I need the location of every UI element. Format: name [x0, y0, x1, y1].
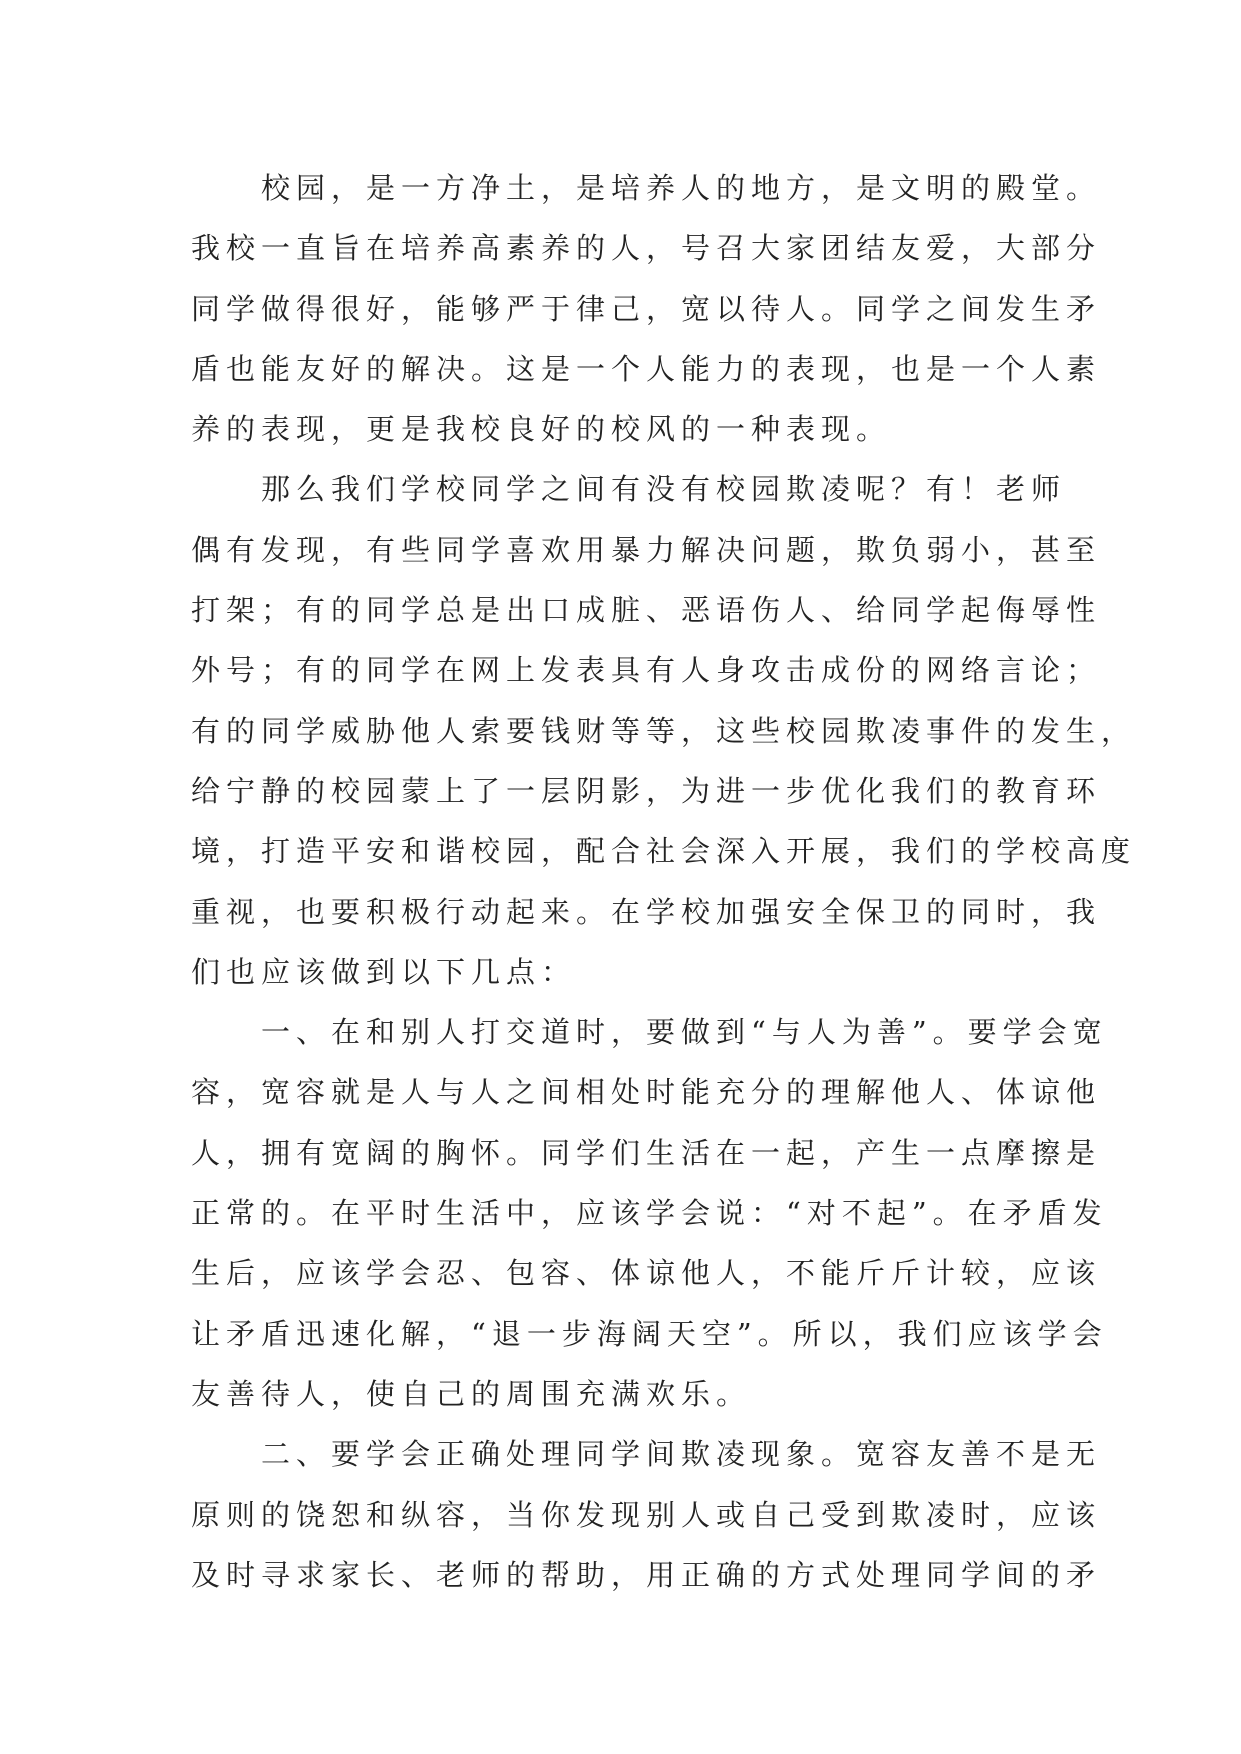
document-body [191, 158, 1137, 1605]
text-line: 人，拥有宽阔的胸怀。同学们生活在一起，产生一点摩擦是 [191, 1135, 1102, 1170]
paragraph-4 [191, 1424, 1102, 1605]
text-line: 有的同学威胁他人索要钱财等等，这些校园欺凌事件的发生， [191, 713, 1137, 748]
text-line: 校园，是一方净土，是培养人的地方，是文明的殿堂。 [261, 171, 1102, 205]
text-line: 一、在和别人打交道时，要做到“与人为善”。要学会宽 [261, 1015, 1108, 1050]
text-line: 们也应该做到以下几点： [191, 954, 577, 989]
text-line: 重视，也要积极行动起来。在学校加强安全保卫的同时，我 [191, 894, 1102, 929]
text-line: 那么我们学校同学之间有没有校园欺凌呢？有！老师 [261, 472, 1067, 507]
text-line: 盾也能友好的解决。这是一个人能力的表现，也是一个人素 [191, 351, 1102, 386]
text-line: 正常的。在平时生活中，应该学会说：“对不起”。在矛盾发 [191, 1196, 1108, 1231]
text-line: 打架；有的同学总是出口成脏、恶语伤人、给同学起侮辱性 [191, 593, 1102, 628]
text-line: 二、要学会正确处理同学间欺凌现象。宽容友善不是无 [261, 1437, 1102, 1472]
text-line: 我校一直旨在培养高素养的人，号召大家团结友爱，大部分 [191, 231, 1102, 266]
text-line: 偶有发现，有些同学喜欢用暴力解决问题，欺负弱小，甚至 [191, 532, 1102, 567]
text-line: 境，打造平安和谐校园，配合社会深入开展，我们的学校高度 [191, 834, 1137, 869]
paragraph-2 [191, 459, 1137, 1002]
text-line: 生后，应该学会忍、包容、体谅他人，不能斤斤计较，应该 [191, 1256, 1102, 1291]
paragraph-3 [191, 1002, 1108, 1424]
text-line: 养的表现，更是我校良好的校风的一种表现。 [191, 412, 892, 447]
paragraph-1 [191, 158, 1102, 459]
text-line: 外号；有的同学在网上发表具有人身攻击成份的网络言论； [191, 653, 1102, 688]
text-line: 原则的饶恕和纵容，当你发现别人或自己受到欺凌时，应该 [191, 1497, 1102, 1532]
text-line: 让矛盾迅速化解，“退一步海阔天空”。所以，我们应该学会 [191, 1316, 1108, 1351]
text-line: 友善待人，使自己的周围充满欢乐。 [191, 1376, 752, 1411]
text-line: 同学做得很好，能够严于律己，宽以待人。同学之间发生矛 [191, 291, 1102, 326]
text-line: 给宁静的校园蒙上了一层阴影，为进一步优化我们的教育环 [191, 773, 1102, 808]
text-line: 容，宽容就是人与人之间相处时能充分的理解他人、体谅他 [191, 1075, 1102, 1110]
text-line: 及时寻求家长、老师的帮助，用正确的方式处理同学间的矛 [191, 1557, 1102, 1592]
